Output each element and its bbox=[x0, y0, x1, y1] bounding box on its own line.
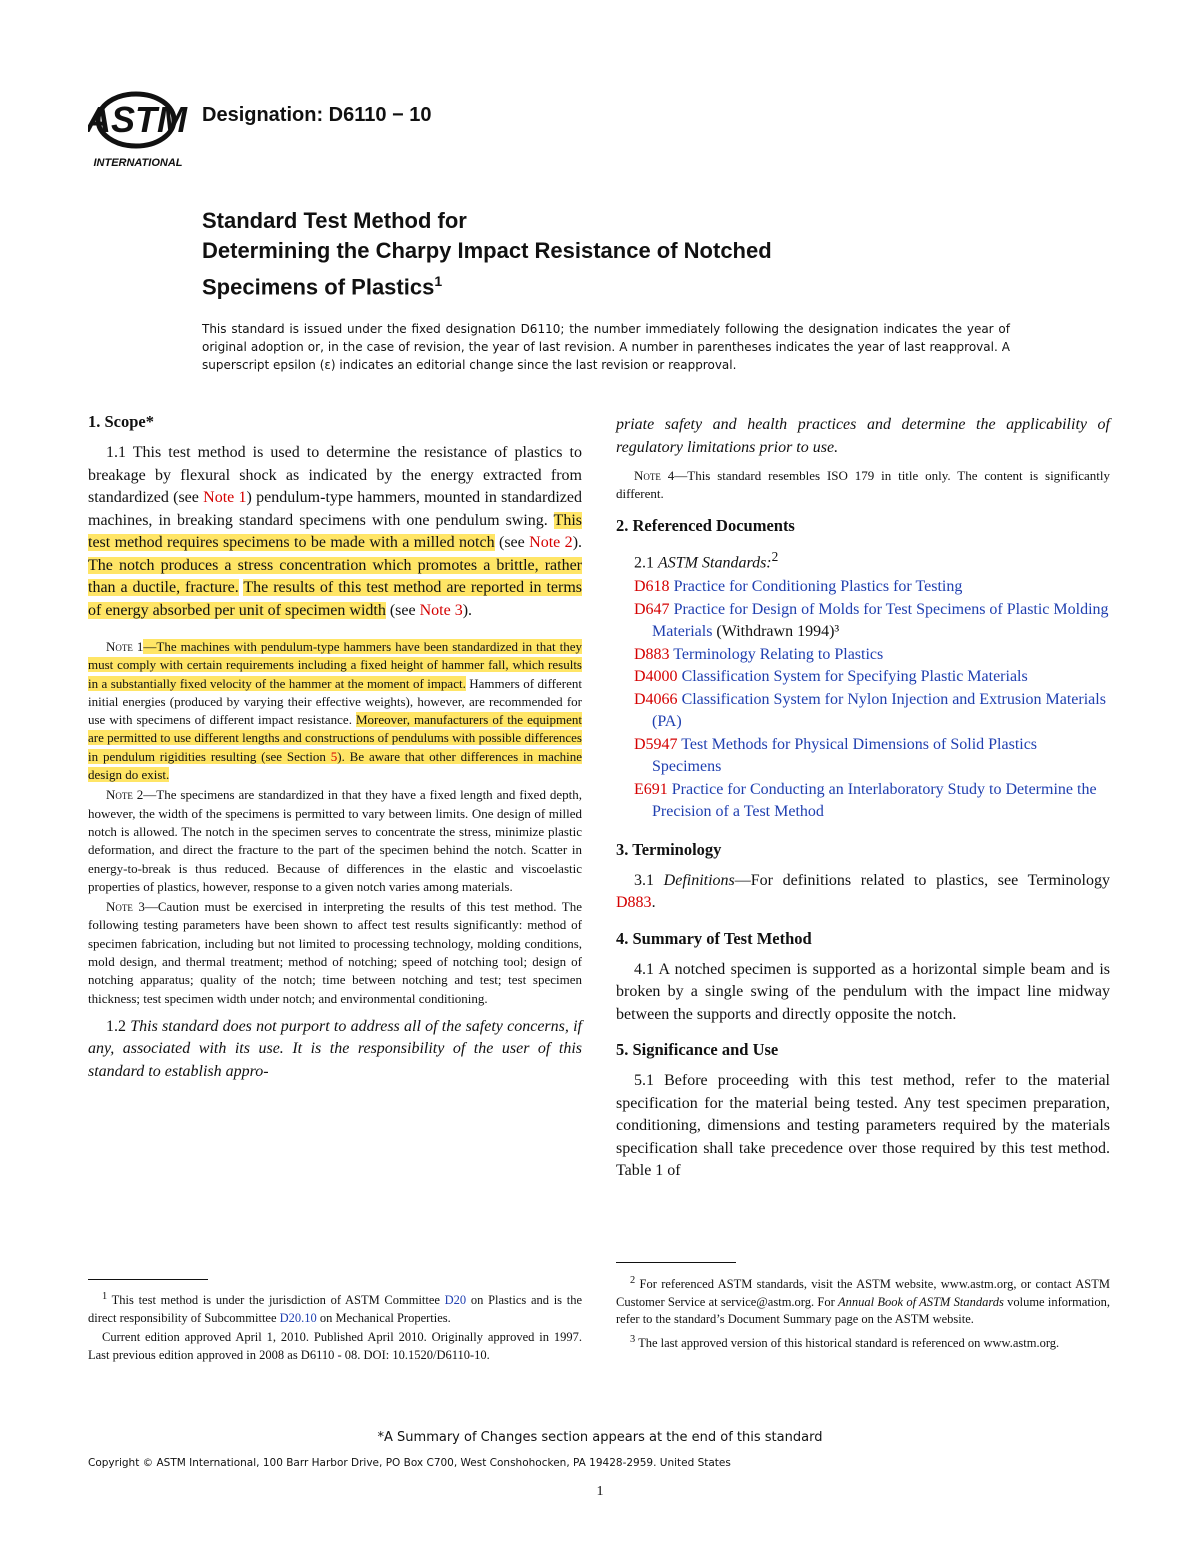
note-2: Note 2—The specimens are standardized in that they have a fixed length and fixed depth, however, the width of the specimens is permitted to vary between limits. One design of milled notch is allowed. The notch in the specimen serves to concentrate the stress, minimize plastic deformation, and direct the fracture to the part of the specimen behind the notch. Scatter in energy-to-break is thus reduced. Because of differences in the elastic and viscoelastic properties of plastics, however, response to a given notch varies among materials. bbox=[88, 787, 582, 894]
note-1: Note 1—The machines with pendulum-type hammers have been standardized in that they must comply with certain requirements including a fixed height of hammer fall, which results in a substantially fixed velocity of the hammer at the moment of impact. Hammers of different initial energies (produced by varying their effective weights), however, are recommended for use with specimens of different impact resistance. Moreover, manufacturers of the equipment are permitted to use different lengths and constructions of pendulums with possible differences in pendulum rigidities resulting (see Section 5). Be aware that other differences in machine design do exist. bbox=[88, 639, 582, 783]
astm-logo bbox=[88, 86, 192, 170]
paragraph-1-1: 1.1 This test method is used to determine the resistance of plastics to breakage by flexural shock as indicated by the energy extracted from standardized (see Note 1) pendulum-type hammers, mounted in standardized machines, in breaking standard specimens with one pendulum swing. This test method requires specimens to be made with a milled notch (see Note 2). The notch produces a stress concentration which promotes a brittle, rather than a ductile, fracture. The results of this test method are reported in terms of energy absorbed per unit of specimen width (see Note 3). bbox=[88, 444, 583, 619]
paragraph-3-1: 3.1 Definitions—For definitions related to plastics, see Terminology D883. bbox=[616, 871, 1110, 912]
section-5-link[interactable]: 5 bbox=[330, 748, 338, 764]
note-2-link[interactable]: Note 2 bbox=[529, 534, 573, 551]
footnote-1-edition: Current edition approved April 1, 2010. Published April 2010. Originally approved in 1997. Last previous edition approved in 2008 as D6110 - 08. DOI: 10.1520/D6110-10. bbox=[88, 1330, 582, 1362]
d883-link[interactable]: D883 bbox=[616, 894, 652, 912]
referenced-list bbox=[616, 576, 1110, 824]
scope-heading: 1. Scope* bbox=[88, 412, 154, 431]
paragraph-5-1: 5.1 Before proceeding with this test method, refer to the material specification for the material being tested. Any test specimen preparation, conditioning, dimensions and testing parameters required by the materials specification shall take precedence over those required by this test method. Table 1 of bbox=[616, 1072, 1110, 1180]
ref-e691[interactable]: E691 Practice for Conducting an Interlaboratory Study to Determine the Precision of a Test Method bbox=[634, 780, 1097, 821]
issue-notice: This standard is issued under the fixed designation D6110; the number immediately following the designation indicates the year of original adoption or, in the case of revision, the year of last revision. A number in parentheses indicates the year of last reapproval. A superscript epsilon (ε) indicates an editorial change since the last revision or reapproval. bbox=[202, 322, 1010, 372]
right-column bbox=[616, 414, 1110, 1191]
left-column bbox=[88, 412, 582, 1091]
note-3-link[interactable]: Note 3 bbox=[419, 601, 463, 619]
footnote-3: $^3$ The last approved version of this historical standard is referenced on www.astm.org. bbox=[630, 1333, 1060, 1350]
note-4: Note 4—This standard resembles ISO 179 in title only. The content is significantly different. bbox=[616, 468, 1110, 502]
footnote-2: $^2$ For referenced ASTM standards, visit the ASTM website, www.astm.org, or contact ASTM Customer Service at service@astm.org. For Annual Book of ASTM Standards volume information, refer to the standard’s Document Summary page on the ASTM website. bbox=[616, 1275, 1111, 1327]
paragraph-1-2-continued: priate safety and health practices and determine the applicability of regulatory limitations prior to use. bbox=[616, 416, 1110, 456]
ref-d618[interactable]: D618 Practice for Conditioning Plastics for Testing bbox=[634, 578, 963, 596]
d20-link[interactable]: D20 bbox=[444, 1293, 467, 1308]
footnote-rule-right bbox=[616, 1262, 736, 1263]
ref-d4066[interactable]: D4066 Classification System for Nylon Injection and Extrusion Materials (PA) bbox=[634, 690, 1106, 731]
summary-of-changes-note: *A Summary of Changes section appears at the end of this standard bbox=[377, 1430, 823, 1445]
note-1-link[interactable]: Note 1 bbox=[203, 489, 247, 506]
ref-d4000[interactable]: D4000 Classification System for Specifying Plastic Materials bbox=[634, 668, 1028, 686]
designation: Designation: D6110 − 10 bbox=[202, 104, 432, 126]
page-number: 1 bbox=[596, 1484, 604, 1499]
d20-10-link[interactable]: D20.10 bbox=[279, 1310, 317, 1325]
referenced-documents-heading: 2. Referenced Documents bbox=[616, 515, 795, 535]
svg-text:ASTM: ASTM bbox=[88, 99, 187, 140]
ref-d647[interactable]: D647 Practice for Design of Molds for Test Specimens of Plastic Molding Materials (Withdrawn 1994)³ bbox=[634, 600, 1109, 641]
svg-text:INTERNATIONAL: INTERNATIONAL bbox=[93, 157, 183, 169]
document-title bbox=[202, 206, 1102, 302]
paragraph-2-1: 2.1 ASTM Standards:$^2$ bbox=[634, 548, 779, 571]
title-line-1: Standard Test Method for bbox=[202, 208, 467, 233]
summary-heading: 4. Summary of Test Method bbox=[616, 928, 812, 948]
title-line-2: Determining the Charpy Impact Resistance of Notched bbox=[202, 238, 772, 263]
ref-d883[interactable]: D883 Terminology Relating to Plastics bbox=[634, 645, 884, 663]
footnotes-right bbox=[616, 1272, 1110, 1354]
note-3: Note 3—Caution must be exercised in interpreting the results of this test method. The following testing parameters have been shown to affect test results significantly: method of specimen fabrication, including but not limited to processing technology, molding conditions, mold design, and thermal treatment; method of notching; speed of notching tool; design of notching apparatus; quality of the notch; time between notching and test; test specimen thickness; test specimen width under notch; and environmental conditioning. bbox=[88, 899, 582, 1006]
terminology-heading: 3. Terminology bbox=[616, 839, 722, 859]
paragraph-4-1: 4.1 A notched specimen is supported as a horizontal simple beam and is broken by a single swing of the pendulum with the impact line midway between the supports and directly opposite the notch. bbox=[616, 960, 1110, 1023]
astm-logo-icon bbox=[88, 86, 192, 170]
title-line-3: Specimens of Plastics$^1$ bbox=[202, 273, 443, 300]
paragraph-1-2: 1.2 This standard does not purport to address all of the safety concerns, if any, associated with its use. It is the responsibility of the user of this standard to establish appro- bbox=[88, 1017, 583, 1080]
footnote-rule-left bbox=[88, 1279, 208, 1280]
title-footnote-mark: 1 bbox=[434, 273, 443, 289]
significance-heading: 5. Significance and Use bbox=[616, 1040, 779, 1060]
footnote-1: $^1$ This test method is under the jurisdiction of ASTM Committee D20 on Plastics and is the direct responsibility of Subcommittee D20.10 on Mechanical Properties. Current edition approved April 1, 2010. Published April 2010. Originally approved in 1997. Last previous edition approved in 2008 as D6110 - 08. DOI: 10.1520/D6110-10. bbox=[88, 1288, 582, 1366]
copyright: Copyright © ASTM International, 100 Barr Harbor Drive, PO Box C700, West Conshohocken, PA 19428-2959. United States bbox=[88, 1457, 731, 1469]
ref-d5947[interactable]: D5947 Test Methods for Physical Dimensions of Solid Plastics Specimens bbox=[634, 735, 1038, 776]
